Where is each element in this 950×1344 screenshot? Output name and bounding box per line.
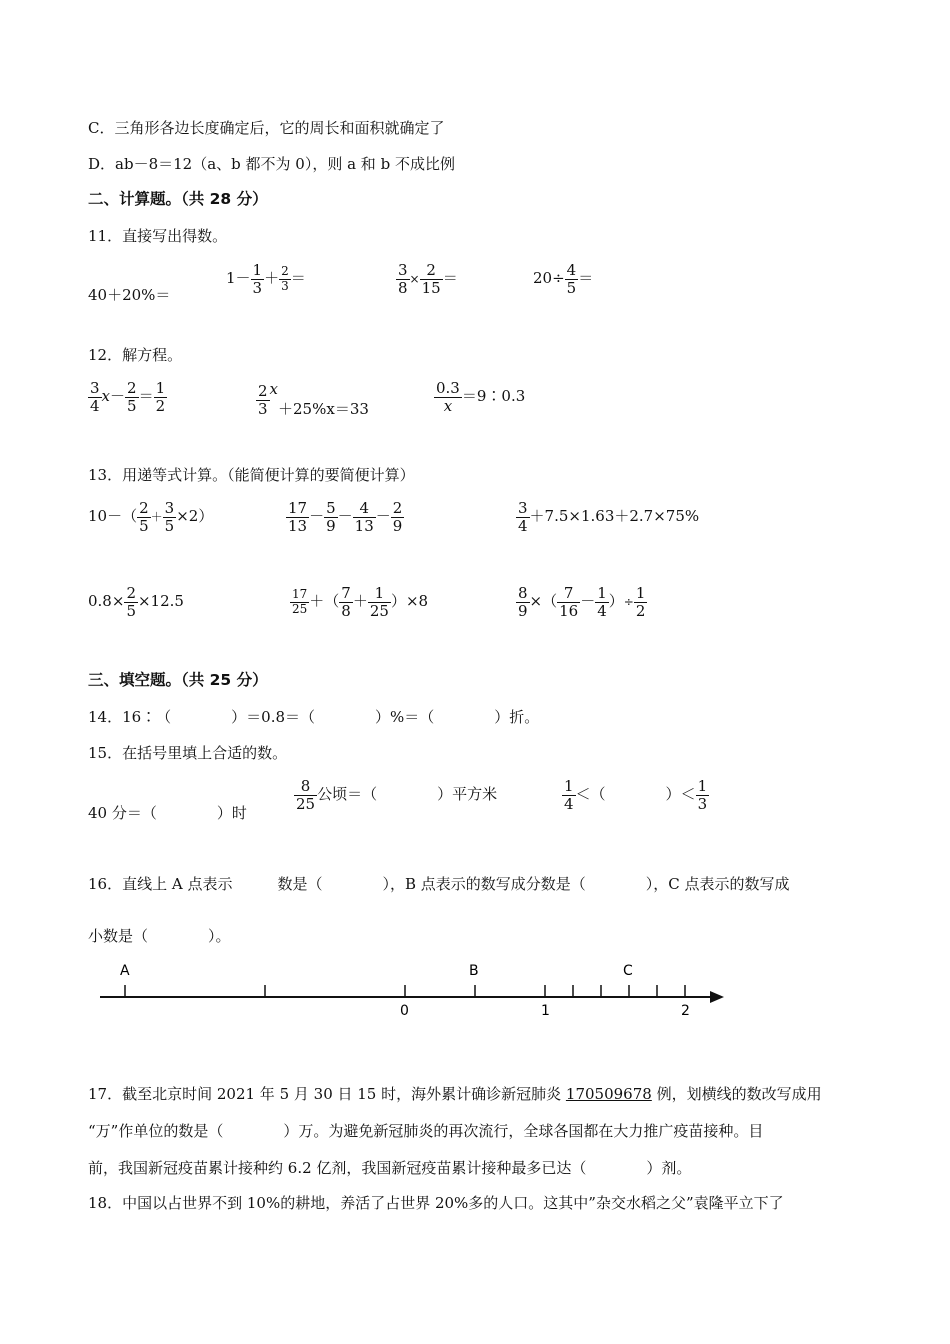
- q13-b: $\frac{17}{13}$ － $\frac{5}{9}$ － $\frac{4}{13}$ － $\frac{2}{9}$: [288, 499, 403, 535]
- q17-line2: “万”作单位的数是（ ）万。为避免新冠肺炎的再次流行，全球各国都在大力推广疫苗接种。目: [88, 1122, 764, 1140]
- q18: 18．中国以占世界不到 10%的耕地，养活了占世界 20%多的人口。这其中”杂交水稻之父”袁隆平立下了: [88, 1194, 784, 1212]
- q15-title: 15．在括号里填上合适的数。: [88, 744, 288, 762]
- number-line: [0, 955, 950, 1025]
- q17-line3: 前，我国新冠疫苗累计接种约 6.2 亿剂，我国新冠疫苗累计接种最多已达（ ）剂。: [88, 1159, 692, 1177]
- q15-a: 40 分＝（ ）时: [88, 804, 247, 822]
- label-0: 0: [400, 1003, 409, 1019]
- label-1: 1: [541, 1003, 550, 1019]
- q15-c: $\frac{1}{4}$ ＜（ ）＜ $\frac{1}{3}$: [564, 777, 708, 813]
- q12-a: $\frac{3}{4}$ x－ $\frac{2}{5}$ ＝ $\frac{1}{2}$: [90, 379, 166, 415]
- q16-line2: 小数是（ ）。: [88, 927, 231, 945]
- q11-d: 20÷ $\frac{4}{5}$ ＝: [533, 261, 594, 297]
- q15-b: $\frac{8}{25}$ 公顷＝（ ）平方米: [296, 777, 498, 813]
- axis-arrow: [710, 991, 724, 1003]
- q11-b: 1－ $\frac{1}{3}$ ＋ $\frac{2}{3}$ ＝: [226, 261, 306, 297]
- choice-c: C．三角形各边长度确定后，它的周长和面积就确定了: [88, 119, 445, 137]
- q12-title: 12．解方程。: [88, 346, 183, 364]
- label-b: B: [469, 963, 479, 979]
- q16-line1: 16．直线上 A 点表示 数是（ ），B 点表示的数写成分数是（ ），C 点表示的数写成: [88, 875, 790, 893]
- q11-c: $\frac{3}{8}$ × $\frac{2}{15}$ ＝: [398, 261, 458, 297]
- q14: 14．16∶（ ）＝0.8＝（ ）%＝（ ）折。: [88, 708, 540, 726]
- choice-d: D．ab－8＝12（a、b 都不为 0），则 a 和 b 不成比例: [88, 155, 455, 173]
- q13-c: $\frac{3}{4}$ ＋7.5×1.63＋2.7×75%: [518, 499, 700, 535]
- q13-e: $\frac{17}{25}$ ＋（ $\frac{7}{8}$ ＋ $\frac{1}{25}$ ）×8: [292, 584, 429, 620]
- q11-title: 11．直接写出得数。: [88, 227, 228, 245]
- section-2-heading: 二、计算题。（共 28 分）: [88, 190, 268, 208]
- q17-line1: 17．截至北京时间 2021 年 5 月 30 日 15 时，海外累计确诊新冠肺炎 170509678 例，划横线的数改写成用: [88, 1085, 822, 1103]
- q13-title: 13．用递等式计算。（能简便计算的要简便计算）: [88, 466, 415, 484]
- q13-d: 0.8× $\frac{2}{5}$ ×12.5: [88, 584, 184, 620]
- q11-a: 40＋20%＝: [88, 286, 171, 304]
- q13-f: $\frac{8}{9}$ ×（ $\frac{7}{16}$ － $\frac{1}{4}$ ）÷ $\frac{1}{2}$: [518, 584, 646, 620]
- q12-b: $\frac{2}{3}$ x＋25%x＝33: [258, 380, 369, 418]
- label-2: 2: [681, 1003, 690, 1019]
- underlined-number: 170509678: [565, 1085, 652, 1103]
- label-c: C: [623, 963, 633, 979]
- label-a: A: [120, 963, 130, 979]
- q12-c: $\frac{0.3}{x}$ ＝9∶0.3: [436, 379, 526, 415]
- q13-a: 10－（ $\frac{2}{5}$ ＋ $\frac{3}{5}$ ×2）: [88, 499, 214, 535]
- section-3-heading: 三、填空题。（共 25 分）: [88, 671, 268, 689]
